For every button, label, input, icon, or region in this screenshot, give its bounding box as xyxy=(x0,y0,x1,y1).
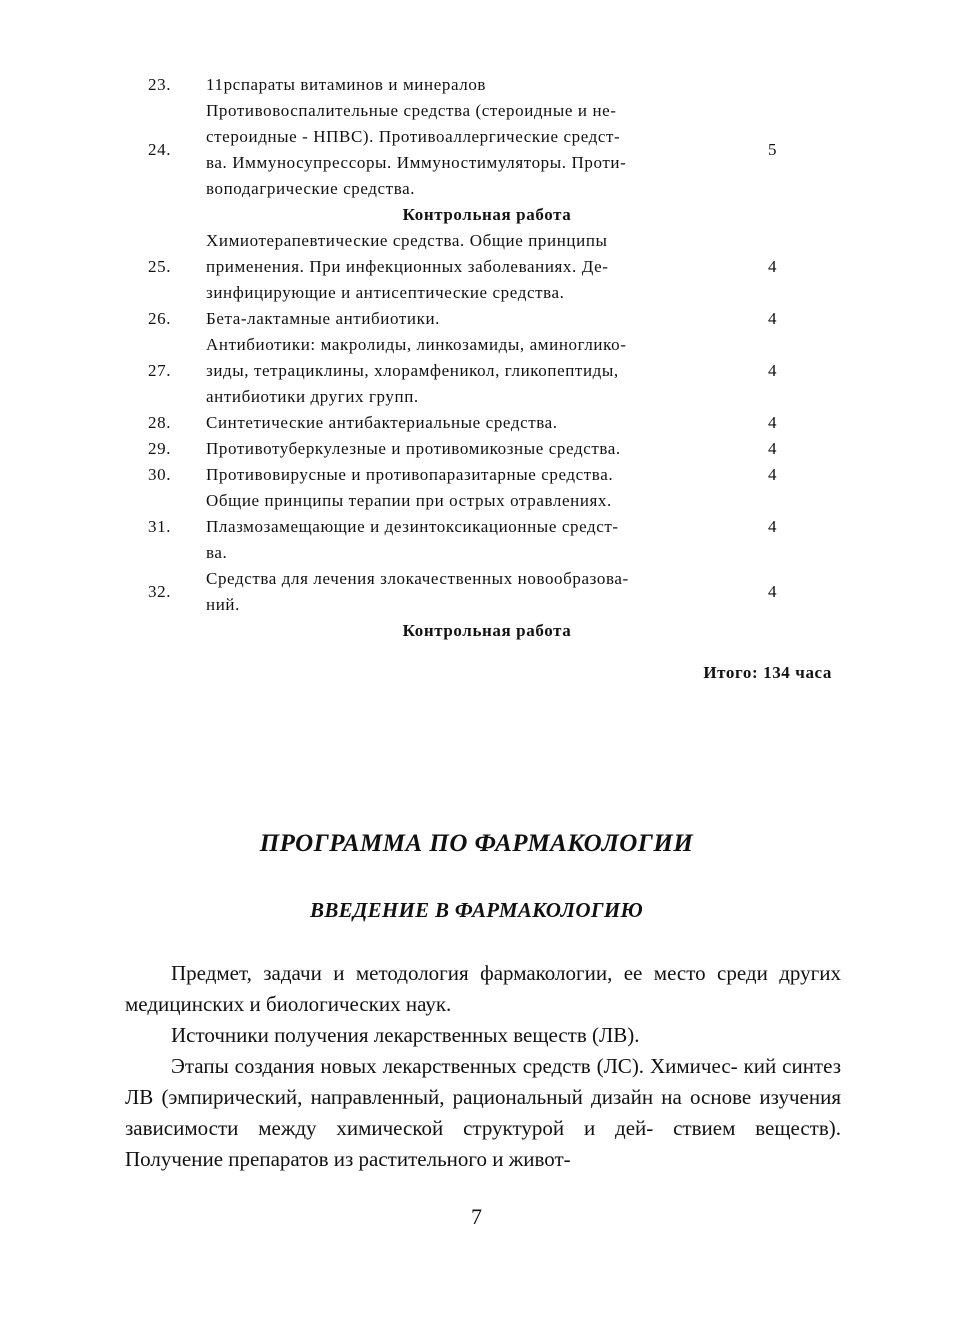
topic-line: Противовоспалительные средства (стероидные и не- xyxy=(206,101,617,120)
row-hours: 4 xyxy=(768,257,778,276)
table-row xyxy=(142,410,842,436)
topic-line: Синтетические антибактериальные средства. xyxy=(206,413,558,432)
section-title: ПРОГРАММА ПО ФАРМАКОЛОГИИ xyxy=(259,830,694,857)
row-topic xyxy=(206,98,696,202)
topic-line: Средства для лечения злокачественных новообразова- xyxy=(206,569,629,588)
row-topic xyxy=(206,410,696,436)
row-hours: 4 xyxy=(768,465,778,484)
row-topic xyxy=(206,72,696,98)
row-topic xyxy=(206,436,696,462)
control-work-row xyxy=(142,202,842,228)
row-hours: 4 xyxy=(768,309,778,328)
body-text xyxy=(125,958,841,1175)
row-hours: 4 xyxy=(768,413,778,432)
topic-line: зиды, тетрациклины, хлорамфеникол, гликопептиды, xyxy=(206,361,619,380)
topic-line: применения. При инфекционных заболеваниях. Де- xyxy=(206,257,609,276)
total-hours: Итого: 134 часа xyxy=(703,663,832,682)
control-work-label: Контрольная работа xyxy=(402,621,572,640)
table-row xyxy=(142,98,842,202)
row-topic xyxy=(206,488,696,566)
topic-line: 11рспараты витаминов и минералов xyxy=(206,75,487,94)
table-row xyxy=(142,488,842,566)
topic-line: стероидные - НПВС). Противоаллергические средст- xyxy=(206,127,621,146)
row-topic xyxy=(206,462,696,488)
topics-table xyxy=(142,72,842,686)
paragraph: Этапы создания новых лекарственных средств (ЛС). Химичес- кий синтез ЛВ (эмпирический, направленный, рациональный дизайн на основе изучения зависимости между химической структурой и дей- ствием веществ). Получение препаратов из растительного и живот- xyxy=(125,1054,841,1171)
row-topic xyxy=(206,566,696,618)
row-topic xyxy=(206,306,696,332)
row-number: 32. xyxy=(148,582,172,601)
topic-line: Плазмозамещающие и дезинтоксикационные средст- xyxy=(206,517,619,536)
row-number: 24. xyxy=(148,140,172,159)
row-number: 29. xyxy=(148,439,172,458)
table-row xyxy=(142,306,842,332)
row-number: 28. xyxy=(148,413,172,432)
row-hours: 4 xyxy=(768,517,778,536)
paragraph: Предмет, задачи и методология фармакологии, ее место среди других медицинских и биологических наук. xyxy=(125,961,841,1016)
row-hours: 4 xyxy=(768,361,778,380)
page-number: 7 xyxy=(471,1204,482,1229)
row-topic xyxy=(206,332,696,410)
topic-line: воподагрические средства. xyxy=(206,179,416,198)
row-hours: 4 xyxy=(768,582,778,601)
row-topic xyxy=(206,228,696,306)
table-row xyxy=(142,228,842,306)
row-hours: 4 xyxy=(768,439,778,458)
topic-line: Общие принципы терапии при острых отравлениях. xyxy=(206,491,612,510)
topic-line: ний. xyxy=(206,595,240,614)
row-number: 25. xyxy=(148,257,172,276)
topic-line: Бета-лактамные антибиотики. xyxy=(206,309,440,328)
table-row xyxy=(142,462,842,488)
table-row xyxy=(142,332,842,410)
section-subtitle: ВВЕДЕНИЕ В ФАРМАКОЛОГИЮ xyxy=(310,898,643,922)
row-number: 23. xyxy=(148,75,172,94)
row-number: 31. xyxy=(148,517,172,536)
row-number: 30. xyxy=(148,465,172,484)
topic-line: Антибиотики: макролиды, линкозамиды, аминоглико- xyxy=(206,335,627,354)
topic-line: Химиотерапевтические средства. Общие принципы xyxy=(206,231,608,250)
row-number: 27. xyxy=(148,361,172,380)
control-work-row xyxy=(142,618,842,644)
row-number: 26. xyxy=(148,309,172,328)
topic-line: зинфицирующие и антисептические средства. xyxy=(206,283,565,302)
topic-line: Противовирусные и противопаразитарные средства. xyxy=(206,465,614,484)
topic-line: ва. xyxy=(206,543,228,562)
paragraph: Источники получения лекарственных веществ (ЛВ). xyxy=(171,1023,640,1047)
table-row xyxy=(142,436,842,462)
topic-line: антибиотики других групп. xyxy=(206,387,419,406)
topic-line: ва. Иммуносупрессоры. Иммуностимуляторы. Проти- xyxy=(206,153,627,172)
table-row xyxy=(142,72,842,98)
table-row xyxy=(142,566,842,618)
control-work-label: Контрольная работа xyxy=(402,205,572,224)
row-hours: 5 xyxy=(768,140,778,159)
topic-line: Противотуберкулезные и противомикозные средства. xyxy=(206,439,621,458)
